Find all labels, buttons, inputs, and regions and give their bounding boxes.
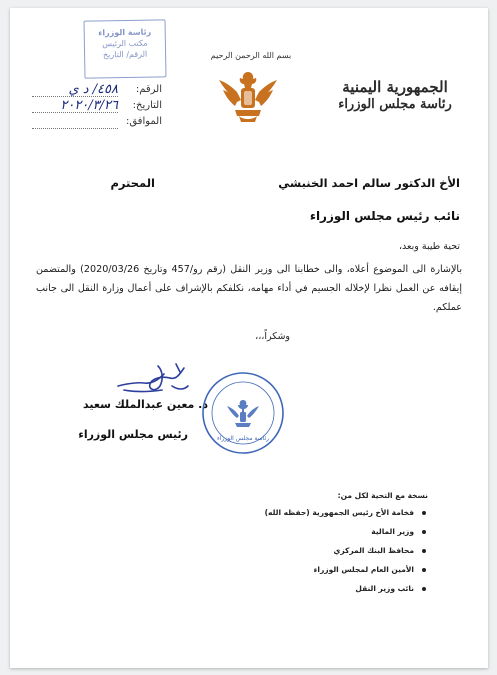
basmala: بسم الله الرحمن الرحيم: [210, 51, 292, 60]
handwritten-signature: [114, 360, 192, 400]
bullet-icon: [422, 568, 426, 572]
list-item: [226, 546, 426, 565]
list-item: [226, 508, 426, 527]
dotted-line: [32, 112, 118, 113]
list-item: [226, 527, 426, 546]
bullet-icon: [422, 587, 426, 591]
list-item: [226, 565, 426, 584]
list-item: [226, 584, 426, 603]
organization-header: [330, 78, 460, 114]
reference-number-label: الرقم:: [135, 84, 162, 95]
copies-title: نسخة مع التحية لكل من:: [337, 491, 428, 500]
addressee-title: نائب رئيس مجلس الوزراء: [309, 209, 460, 223]
closing: وشكراً،،،: [255, 331, 290, 342]
signatory-name: د. معين عبدالملك سعيد: [83, 398, 208, 411]
honorific: المحترم: [110, 176, 155, 190]
stamp-line-3: الرقم/ التاريخ: [102, 49, 148, 60]
letter-body: بالإشارة الى الموضوع أعلاه، والى خطابنا الى وزير النقل (رقم رو/457 وتاريخ 2020/03/26) والمتضمن إيقافه عن العمل نظرا لإخلاله الجسيم في أداء مهامه، نكلفكم بالإشراف على أعمال وزارة النقل الى جانب عملكم.: [36, 264, 463, 313]
reference-number-value: ٤٥٨/ د ي: [68, 82, 118, 97]
bullet-icon: [422, 549, 426, 553]
stamp-line-1: رئاسة الوزراء: [98, 27, 152, 38]
dotted-line: [32, 128, 118, 129]
reference-hijri-row: [32, 116, 162, 132]
bullet-icon: [422, 530, 426, 534]
org-name-line-1: الجمهورية اليمنية: [342, 78, 448, 96]
copy-recipient: وزير المالية: [371, 527, 414, 536]
received-stamp: [84, 19, 167, 78]
addressee-name: الأخ الدكتور سالم احمد الخنبشي: [278, 176, 460, 190]
stamp-line-2: مكتب الرئيس: [102, 38, 148, 49]
copy-recipient: محافظ البنك المركزي: [333, 546, 414, 555]
reference-block: [32, 84, 162, 132]
seal-text: رئاسة مجلس الوزراء: [216, 435, 270, 442]
letter-page: [10, 8, 488, 668]
reference-date-label: التاريخ:: [132, 100, 162, 111]
bullet-icon: [422, 511, 426, 515]
copy-recipient: فخامة الأخ رئيس الجمهورية (حفظه الله): [264, 508, 414, 517]
reference-hijri-label: الموافق:: [125, 116, 162, 127]
signatory-title: رئيس مجلس الوزراء: [78, 428, 188, 441]
org-name-line-2: رئاسة مجلس الوزراء: [338, 97, 452, 112]
official-seal-icon: [200, 370, 286, 456]
yemen-eagle-emblem-icon: [215, 66, 281, 126]
reference-date-row: [32, 100, 162, 116]
copy-recipient: الأمين العام لمجلس الوزراء: [313, 565, 414, 574]
copy-recipient: نائب وزير النقل: [355, 584, 414, 593]
copies-list: [226, 508, 426, 603]
reference-date-value: ٢٠٢٠/٣/٢٦: [60, 98, 118, 113]
dotted-line: [32, 96, 118, 97]
greeting: تحية طيبة وبعد،: [398, 241, 460, 252]
